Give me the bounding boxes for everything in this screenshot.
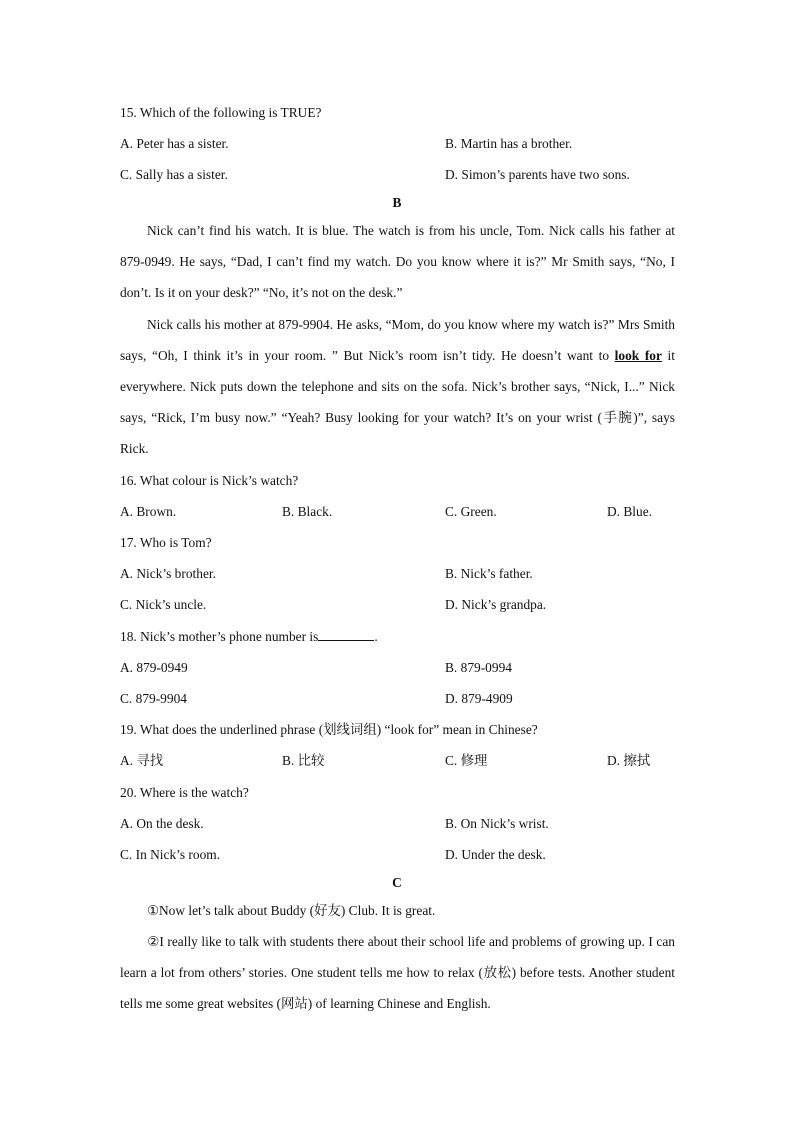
q18-question-end: . xyxy=(374,629,378,644)
q19-option-c: C. 修理 xyxy=(445,753,488,768)
q17-option-d: D. Nick’s grandpa. xyxy=(445,597,547,612)
q17-option-a: A. Nick’s brother. xyxy=(120,566,216,581)
q15-option-d: D. Simon’s parents have two sons. xyxy=(445,167,630,182)
section-b-paragraph-2-text-after: it everywhere. Nick puts down the telephone and sits on the sofa. Nick’s brother says, “Nick, I...” Nick says, “Rick, I’m busy now.” “Yeah? Busy looking for your watch? It’s on your wrist (手腕)”, says Rick. xyxy=(120,348,675,456)
q20-option-a: A. On the desk. xyxy=(120,816,204,831)
q15-question: 15. Which of the following is TRUE? xyxy=(120,105,322,120)
section-b-paragraph-1 xyxy=(120,215,675,308)
q16-question: 16. What colour is Nick’s watch? xyxy=(120,473,299,488)
q17-option-c: C. Nick’s uncle. xyxy=(120,597,207,612)
q19-question: 19. What does the underlined phrase (划线词组) “look for” mean in Chinese? xyxy=(120,722,538,737)
q15-option-a: A. Peter has a sister. xyxy=(120,136,229,151)
q18-option-b: B. 879-0994 xyxy=(445,660,512,675)
answer-blank xyxy=(318,628,374,641)
q19-option-a: A. 寻找 xyxy=(120,753,164,768)
section-c-paragraph-2-text: ②I really like to talk with students there about their school life and problems of growing up. I can learn a lot from others’ stories. One student tells me how to relax (放松) before tests. Another student tells me some great websites (网站) of learning Chinese and English. xyxy=(120,934,675,1011)
section-b-paragraph-1-text: Nick can’t find his watch. It is blue. The watch is from his uncle, Tom. Nick calls his father at 879-0949. He says, “Dad, I can’t find my watch. Do you know where it is?” Mr Smith says, “No, I don’t. Is it on your desk?” “No, it’s not on the desk.” xyxy=(120,223,675,300)
q16-option-d: D. Blue. xyxy=(607,504,653,519)
section-b-paragraph-2-text-before: Nick calls his mother at 879-9904. He asks, “Mom, do you know where my watch is?” Mrs Smith says, “Oh, I think it’s in your room. ” But Nick’s room isn’t tidy. He doesn’t want to xyxy=(120,317,675,363)
q20-option-c: C. In Nick’s room. xyxy=(120,847,221,862)
section-c-paragraph-1-text: ①Now let’s talk about Buddy (好友) Club. It is great. xyxy=(147,903,436,918)
q18-option-a: A. 879-0949 xyxy=(120,660,188,675)
section-c-paragraph-2 xyxy=(120,926,675,1019)
underlined-phrase: look for xyxy=(614,348,662,363)
q16-option-a: A. Brown. xyxy=(120,504,177,519)
q20-option-d: D. Under the desk. xyxy=(445,847,546,862)
q15-option-c: C. Sally has a sister. xyxy=(120,167,228,182)
section-c-paragraph-1 xyxy=(120,895,675,926)
q15-option-b: B. Martin has a brother. xyxy=(445,136,573,151)
q18-question xyxy=(120,628,675,646)
q20-option-b: B. On Nick’s wrist. xyxy=(445,816,549,831)
section-c-heading: C xyxy=(392,875,402,890)
q16-option-b: B. Black. xyxy=(282,504,333,519)
q18-question-text: 18. Nick’s mother’s phone number is xyxy=(120,629,319,644)
q19-option-d: D. 擦拭 xyxy=(607,753,651,768)
q17-option-b: B. Nick’s father. xyxy=(445,566,533,581)
q19-option-b: B. 比较 xyxy=(282,753,325,768)
q16-option-c: C. Green. xyxy=(445,504,497,519)
q18-option-c: C. 879-9904 xyxy=(120,691,187,706)
section-b-heading: B xyxy=(392,195,402,210)
q17-question: 17. Who is Tom? xyxy=(120,535,212,550)
q18-option-d: D. 879-4909 xyxy=(445,691,513,706)
section-b-paragraph-2 xyxy=(120,309,675,464)
q20-question: 20. Where is the watch? xyxy=(120,785,249,800)
